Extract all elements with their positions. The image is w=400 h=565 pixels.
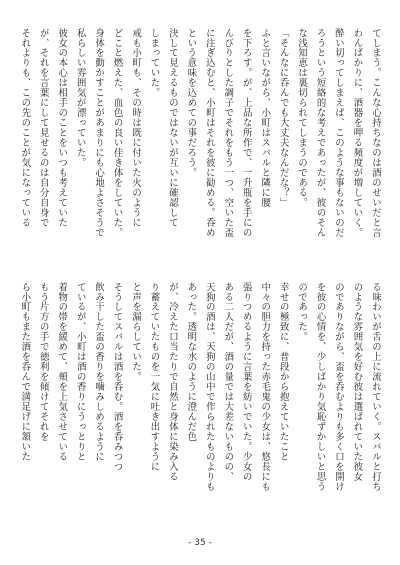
text-column: 酔い切ってしまえば、このような事もないのだ xyxy=(333,28,344,238)
text-column: のような雰囲気を好む彼は選ばれていた彼女 xyxy=(351,282,363,482)
text-column: を下ろす。が、上品な所作で、一升瓶を手にの xyxy=(240,28,252,238)
text-column: しまっていた。 xyxy=(148,28,160,98)
text-column: が、それを言葉にして見せるのは自分自身で xyxy=(37,28,49,228)
text-column: わんばかりに、酒器を呷る頻度が増していく。 xyxy=(351,28,363,238)
text-column: ているが、小町は酒の香りにうっとりと xyxy=(74,282,86,462)
text-column: り蓄えていたものを一気に吐き出すように xyxy=(148,282,160,472)
text-column: のであった。 xyxy=(296,282,308,342)
text-column: 私らしい雰囲気が漂っていた。 xyxy=(74,28,86,168)
page-number: - 35 - xyxy=(188,538,212,548)
text-column: 彼女の本心は相手のことをいつも考えていた xyxy=(56,28,68,228)
text-column: な浅知恵は裏切られてしまうのである。 xyxy=(296,28,308,208)
text-column: てしまう。こんな心持ちなのは酒のせいだと言 xyxy=(369,28,381,238)
text-column: という意味を込めての事だろう。 xyxy=(185,28,197,178)
text-column: あった。透明な水のように澄んだ色 xyxy=(185,282,197,442)
text-column: に注ぎ込むと、小町はそれを彼に勧める。呑め xyxy=(203,28,215,238)
text-column: 決して見えるものではないが互いに確認して xyxy=(166,28,178,228)
text-column: 張りつめるように言葉を紡いでいた。少女の xyxy=(240,282,252,482)
text-column: ら小町もまた酒を呑んで満足げに頷いた xyxy=(19,282,31,462)
text-column: それよりも、この先のことが気になっている xyxy=(19,28,31,228)
text-column: どこと燃えた、血色の良い佳き体をしていた。 xyxy=(111,28,123,238)
text-column: 着物の帯を緩めて、頬を上気させている xyxy=(56,282,68,462)
text-column: そうしてスバルは酒を呑む。酒を呑みつつ xyxy=(111,282,123,472)
text-column: と声を漏らしていた。 xyxy=(130,282,142,382)
text-column: 天狗の酒は、天狗の山中で作られたものよりも xyxy=(203,282,215,492)
text-column: のでありながら、盃を呑むよりも多く口を開け xyxy=(333,282,344,492)
text-column: んびりとした調子でそれをもう一つ、空いた盃 xyxy=(222,28,234,238)
text-column: ある二人だが、酒の量では大差ないものの、 xyxy=(222,282,234,482)
text-column: る味わいが舌の上に流れていく。スバルと打ち xyxy=(369,282,381,492)
lower-text-block xyxy=(18,282,382,522)
text-column: 飲み干した盃の香りを噛みしめるように xyxy=(93,282,105,462)
text-column: 幸せの極致に、普段から抱えていたこと xyxy=(277,282,289,462)
text-column: を彼の心情を、少しばかり気恥ずかしいと思う xyxy=(314,282,326,492)
upper-text-block xyxy=(18,28,382,268)
text-column: ふと言いながら、小町はスバルと隣に腰 xyxy=(259,28,271,208)
text-column: 「そんなに呑んでも大丈夫なんだな？」 xyxy=(277,28,289,208)
text-column: が、冷えた口当たりで自然と身体に染み入る xyxy=(166,282,178,482)
text-column: 身体を動かすことがあまりにも心地よさそうで xyxy=(93,28,105,238)
text-column: 戒も小町も、その時は既に付いた火のように xyxy=(130,28,142,228)
text-column: もう片方の手で徳利を傾けてそれを xyxy=(37,282,49,442)
text-column: 中々の胆力を持った赤毛鬼の少女は、悠長にも xyxy=(259,282,271,492)
text-column: ろうという短絡的な考えであったが、彼のそん xyxy=(314,28,326,238)
